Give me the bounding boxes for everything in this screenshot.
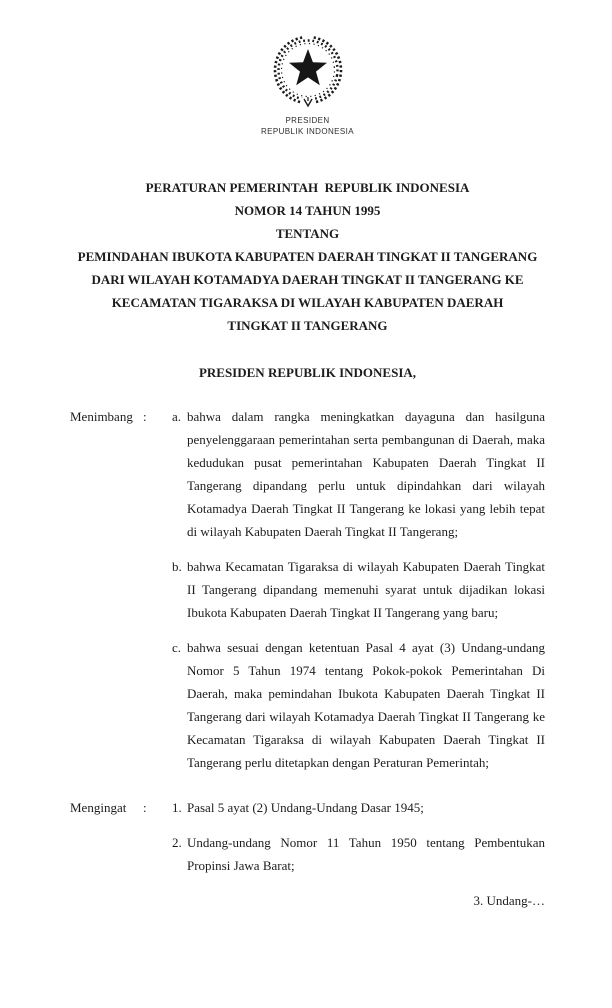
document-title [70, 176, 545, 337]
title-line-regulation: PERATURAN PEMERINTAH REPUBLIK INDONESIA [145, 180, 470, 195]
item-marker: c. [172, 640, 182, 655]
item-marker: 1. [172, 800, 182, 815]
title-line-subject-4: TINGKAT II TANGERANG [227, 318, 388, 333]
presidential-emblem-icon [263, 33, 353, 109]
title-line-subject-3: KECAMATAN TIGARAKSA DI WILAYAH KABUPATEN DAERAH [111, 295, 504, 310]
item-text: Undang-undang Nomor 11 Tahun 1950 tentang Pembentukan Propinsi Jawa Barat; [187, 835, 545, 873]
section-mengingat [70, 796, 545, 877]
page-catchword: 3. Undang-… [473, 893, 545, 908]
letterhead-line-presiden: PRESIDEN [285, 116, 330, 125]
section-colon: : [143, 800, 147, 815]
item-text: Pasal 5 ayat (2) Undang-Undang Dasar 1945; [187, 800, 424, 815]
item-marker: b. [172, 559, 182, 574]
item-marker: a. [172, 409, 182, 424]
legal-basis-item-2 [172, 831, 545, 877]
item-text: bahwa Kecamatan Tigaraksa di wilayah Kabupaten Daerah Tingkat II Tangerang dipandang memenuhi syarat untuk dijadikan lokasi Ibukota Kabupaten Daerah Tingkat II Tangerang yang baru; [187, 559, 545, 620]
section-label: Menimbang [70, 409, 133, 424]
item-text: bahwa sesuai dengan ketentuan Pasal 4 ayat (3) Undang-undang Nomor 5 Tahun 1974 tentang Pokok-pokok Pemerintahan Di Daerah, maka pemindahan Ibukota Kabupaten Daerah Tingkat II Tangerang dari wilayah Kotamadya Daerah Tingkat II Tangerang ke Kecamatan Tigaraksa di wilayah Kabupaten Daerah Tingkat II Tangerang perlu ditetapkan dengan Peraturan Pemerintah; [187, 640, 545, 770]
letterhead-line-republik-indonesia: REPUBLIK INDONESIA [260, 127, 354, 136]
consideration-item-c [172, 636, 545, 774]
item-text: bahwa dalam rangka meningkatkan dayaguna dan hasilguna penyelenggaraan pemerintahan serta pembangunan di Daerah, maka kedudukan pusat pemerintahan Kabupaten Daerah Tingkat II Tangerang dipandang perlu untuk dipindahkan dari wilayah Kotamadya Daerah Tingkat II Tangerang ke lokasi yang lebih tepat di wilayah Kabupaten Daerah Tingkat II Tangerang; [187, 409, 545, 539]
consideration-item-a [172, 405, 545, 543]
title-line-subject-1: PEMINDAHAN IBUKOTA KABUPATEN DAERAH TINGKAT II TANGERANG [77, 249, 538, 264]
section-menimbang [70, 405, 545, 774]
title-line-number: NOMOR 14 TAHUN 1995 [234, 203, 381, 218]
letterhead [70, 33, 545, 137]
consideration-item-b [172, 555, 545, 624]
section-label: Mengingat [70, 800, 127, 815]
section-colon: : [143, 409, 147, 424]
salutation: PRESIDEN REPUBLIK INDONESIA, [198, 365, 417, 380]
item-marker: 2. [172, 835, 182, 850]
title-line-tentang: TENTANG [275, 226, 340, 241]
legal-basis-item-1 [172, 796, 545, 819]
title-line-subject-2: DARI WILAYAH KOTAMADYA DAERAH TINGKAT II TANGERANG KE [91, 272, 524, 287]
